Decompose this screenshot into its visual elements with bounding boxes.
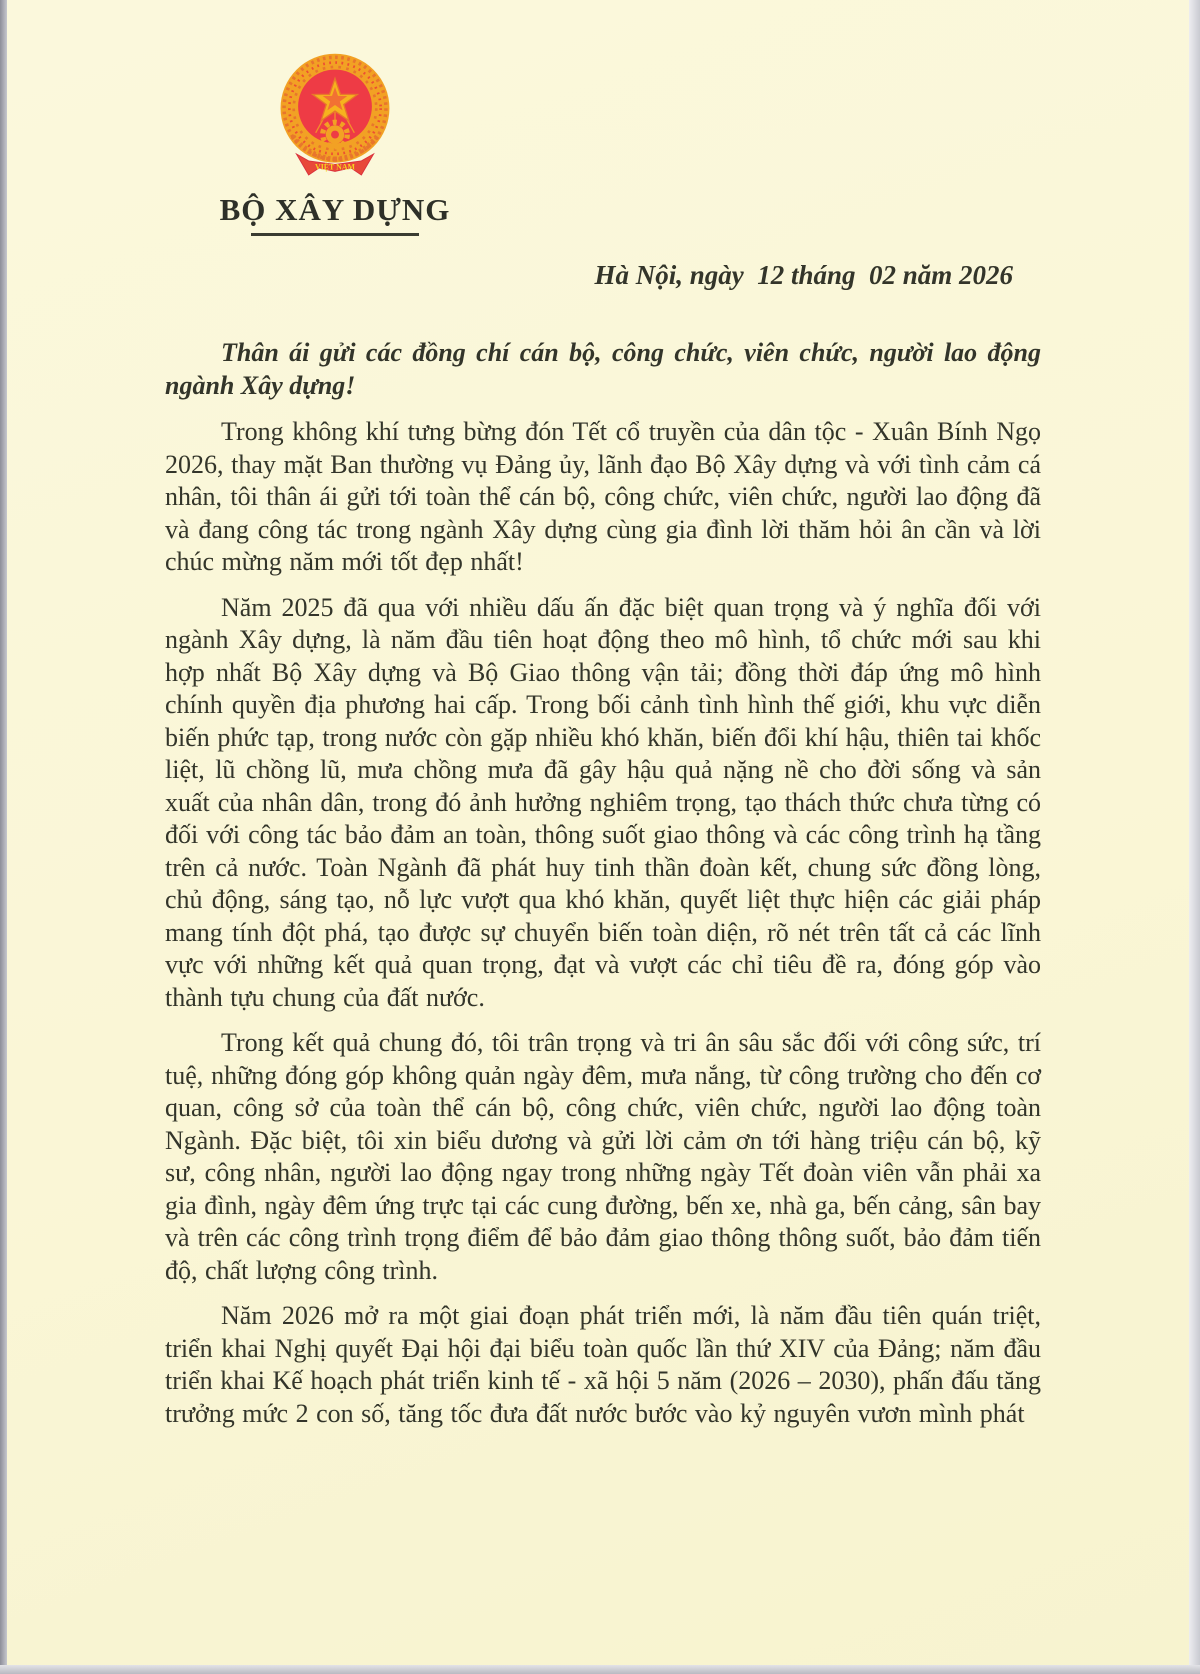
letter-body bbox=[165, 416, 1041, 1430]
scan-edge-bottom bbox=[0, 1665, 1200, 1674]
vietnam-national-emblem-icon bbox=[269, 52, 401, 182]
dateline: Hà Nội, ngày 12 tháng 02 năm 2026 bbox=[594, 260, 1013, 290]
ministry-name: BỘ XÂY DỰNG bbox=[219, 192, 451, 227]
letter-paragraph: Năm 2025 đã qua với nhiều dấu ấn đặc biệt quan trọng và ý nghĩa đối với ngành Xây dựng, là năm đầu tiên hoạt động theo mô hình, tổ chức mới sau khi hợp nhất Bộ Xây dựng và Bộ Giao thông vận tải; đồng thời đáp ứng mô hình chính quyền địa phương hai cấp. Trong bối cảnh tình hình thế giới, khu vực diễn biến phức tạp, trong nước còn gặp nhiều khó khăn, biến đổi khí hậu, thiên tai khốc liệt, lũ chồng lũ, mưa chồng mưa đã gây hậu quả nặng nề cho đời sống và sản xuất của nhân dân, trong đó ảnh hưởng nghiêm trọng, tạo thách thức chưa từng có đối với công tác bảo đảm an toàn, thông suốt giao thông và các công trình hạ tầng trên cả nước. Toàn Ngành đã phát huy tinh thần đoàn kết, chung sức đồng lòng, chủ động, sáng tạo, nỗ lực vượt qua khó khăn, quyết liệt thực hiện các giải pháp mang tính đột phá, tạo được sự chuyển biến toàn diện, rõ nét trên tất cả các lĩnh vực với những kết quả quan trọng, đạt và vượt các chỉ tiêu đề ra, đóng góp vào thành tựu chung của đất nước. bbox=[165, 592, 1041, 1012]
salutation: Thân ái gửi các đồng chí cán bộ, công chức, viên chức, người lao động ngành Xây dựng! bbox=[165, 338, 1041, 400]
emblem-banner-text: VIỆT NAM bbox=[315, 162, 355, 172]
letterhead bbox=[165, 52, 505, 236]
letter-paragraph: Trong không khí tưng bừng đón Tết cổ truyền của dân tộc - Xuân Bính Ngọ 2026, thay mặt Ban thường vụ Đảng ủy, lãnh đạo Bộ Xây dựng và với tình cảm cá nhân, tôi thân ái gửi tới toàn thể cán bộ, công chức, viên chức, người lao động đã và đang công tác trong ngành Xây dựng cùng gia đình lời thăm hỏi ân cần và lời chúc mừng năm mới tốt đẹp nhất! bbox=[165, 417, 1041, 576]
scan-edge-left bbox=[0, 0, 7, 1674]
scan-edge-right bbox=[1189, 0, 1200, 1674]
scanned-letter-page bbox=[7, 0, 1189, 1665]
letter-paragraph: Năm 2026 mở ra một giai đoạn phát triển mới, là năm đầu tiên quán triệt, triển khai Nghị quyết Đại hội đại biểu toàn quốc lần thứ XIV của Đảng; năm đầu triển khai Kế hoạch phát triển kinh tế - xã hội 5 năm (2026 – 2030), phấn đấu tăng trưởng mức 2 con số, tăng tốc đưa đất nước bước vào kỷ nguyên vươn mình phát bbox=[165, 1301, 1041, 1428]
letter-paragraph: Trong kết quả chung đó, tôi trân trọng và tri ân sâu sắc đối với công sức, trí tuệ, những đóng góp không quản ngày đêm, mưa nắng, từ công trường cho đến cơ quan, công sở của toàn thể cán bộ, công chức, viên chức, người lao động toàn Ngành. Đặc biệt, tôi xin biểu dương và gửi lời cảm ơn tới hàng triệu cán bộ, kỹ sư, công nhân, người lao động ngay trong những ngày Tết đoàn viên vẫn phải xa gia đình, ngày đêm ứng trực tại các cung đường, bến xe, nhà ga, bến cảng, sân bay và trên các công trình trọng điểm để bảo đảm giao thông thông suốt, bảo đảm tiến độ, chất lượng công trình. bbox=[165, 1028, 1041, 1285]
ministry-underline bbox=[251, 233, 419, 236]
